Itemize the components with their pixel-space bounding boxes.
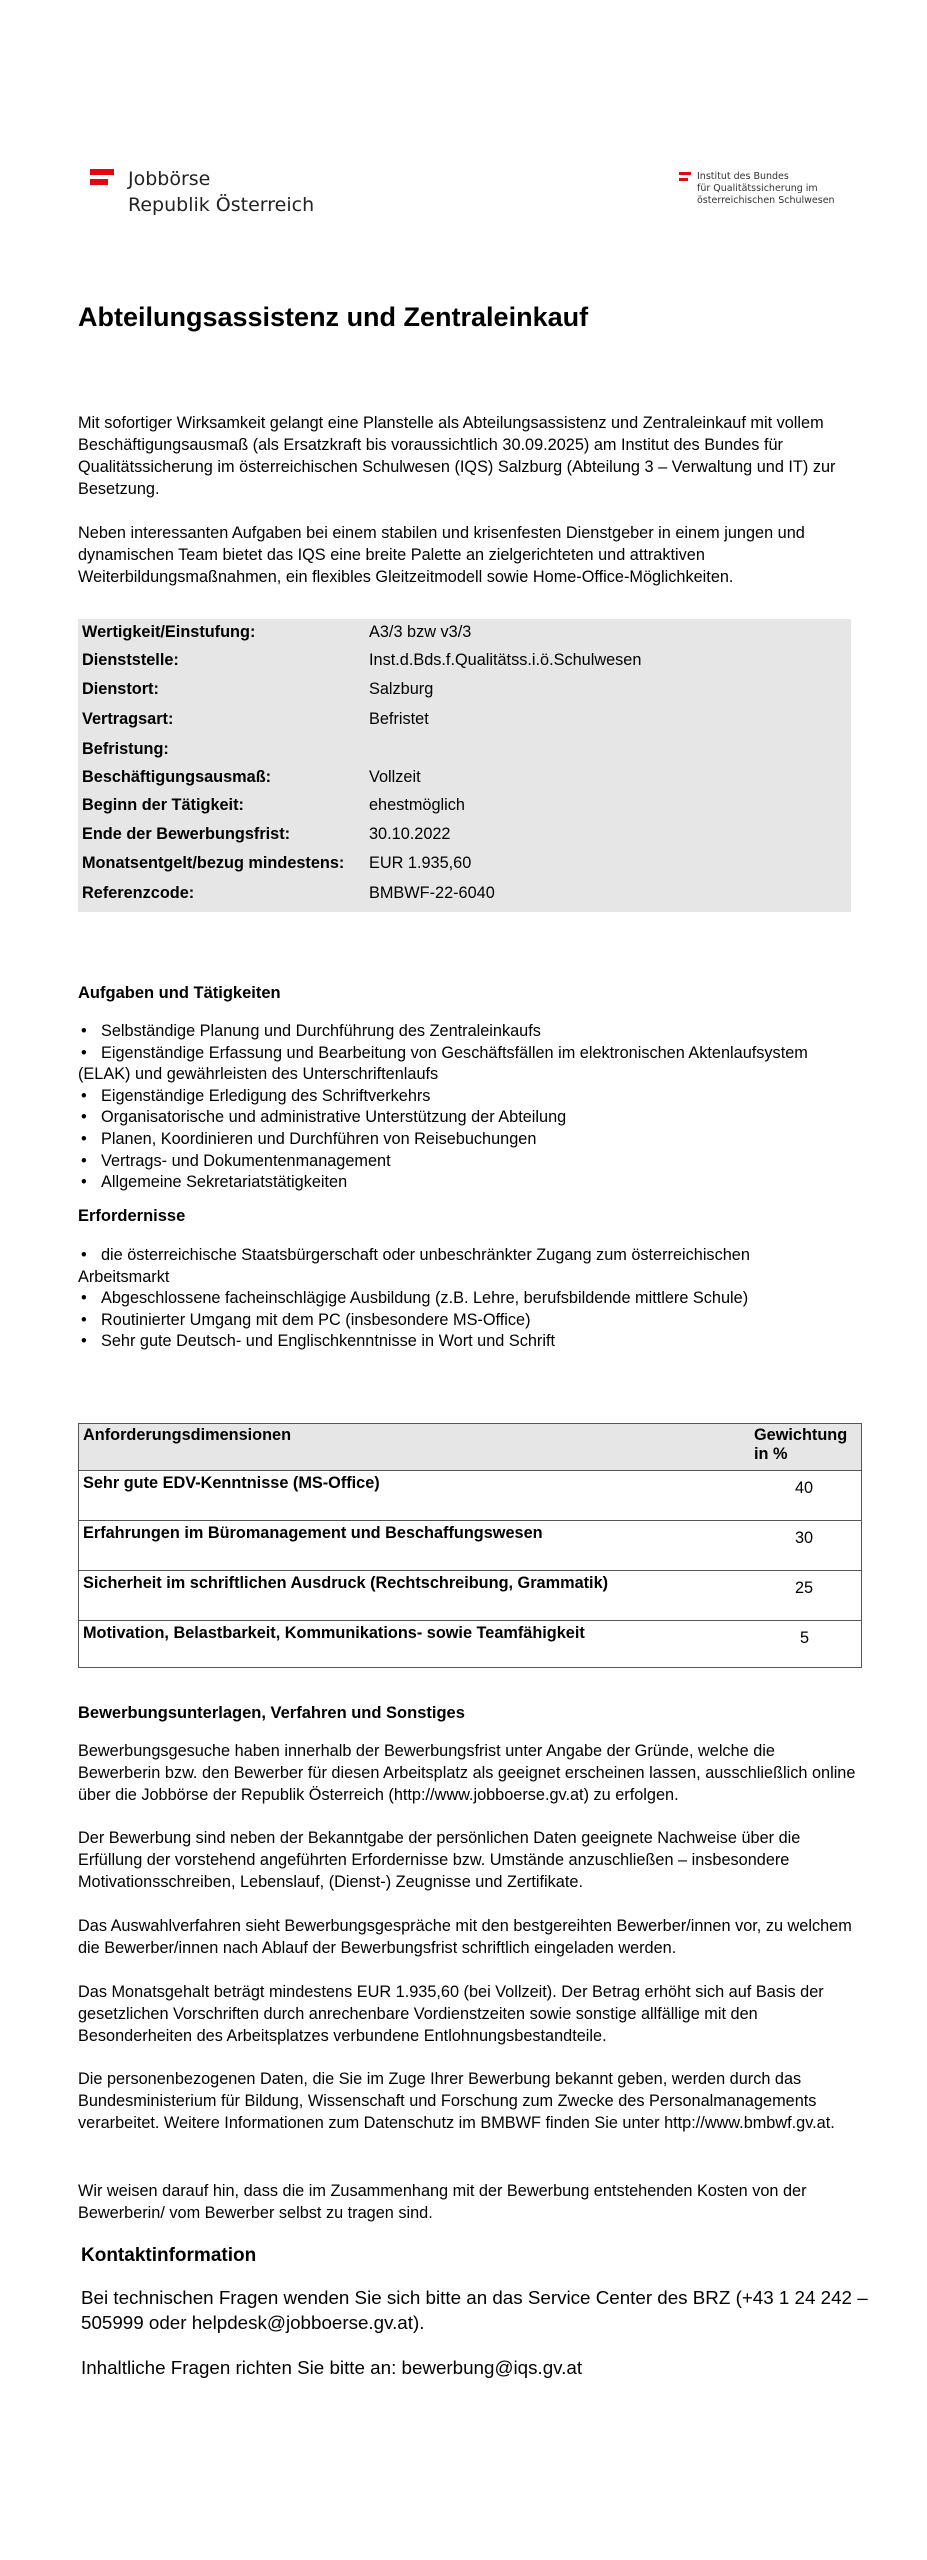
logo-right-line1: Institut des Bundes: [697, 171, 789, 182]
application-heading: Bewerbungsunterlagen, Verfahren und Sonstiges: [78, 1704, 465, 1722]
info-label: Beschäftigungsausmaß:: [82, 768, 272, 786]
info-label: Referenzcode:: [82, 884, 195, 902]
info-label: Beginn der Tätigkeit:: [82, 796, 244, 814]
list-item: • Organisatorische und administrative Unterstützung der Abteilung: [81, 1108, 567, 1127]
info-value: Inst.d.Bds.f.Qualitätss.i.ö.Schulwesen: [369, 651, 642, 669]
requirements-weighting-table: [78, 1423, 862, 1668]
info-row: [82, 852, 842, 874]
table-cell-dimension: Erfahrungen im Büromanagement und Beschaffungswesen: [83, 1524, 543, 1542]
intro-paragraph-2: Neben interessanten Aufgaben bei einem stabilen und krisenfesten Dienstgeber in einem jungen und dynamischen Team bietet das IQS eine breite Palette an zielgerichteten und attraktiven Weiterbildungsmaßnahmen, ein flexibles Gleitzeitmodell sowie Home-Office-Möglichkeiten.: [78, 524, 805, 586]
list-item: • Selbständige Planung und Durchführung des Zentraleinkaufs: [81, 1022, 541, 1040]
info-value: Vollzeit: [369, 768, 421, 786]
info-row: [82, 649, 842, 671]
info-row: [82, 678, 842, 700]
info-value: EUR 1.935,60: [369, 854, 472, 872]
info-label: Monatsentgelt/bezug mindestens:: [82, 854, 345, 872]
table-row: [79, 1471, 861, 1521]
info-value: Befristet: [369, 710, 429, 728]
info-row: [82, 738, 842, 760]
contact-paragraph-1: Bei technischen Fragen wenden Sie sich bitte an das Service Center des BRZ (+43 1 24 242 – 505999 oder helpdesk@jobboerse.gv.at).: [81, 2287, 868, 2333]
requirements-heading: Erfordernisse: [78, 1207, 186, 1225]
table-cell-dimension: Sicherheit im schriftlichen Ausdruck (Rechtschreibung, Grammatik): [83, 1574, 609, 1592]
list-item: • die österreichische Staatsbürgerschaft oder unbeschränkter Zugang zum österreichischen: [81, 1246, 750, 1264]
column-header-dimension: Anforderungsdimensionen: [83, 1426, 292, 1444]
info-value: 30.10.2022: [369, 825, 451, 843]
contact-paragraph-2: Inhaltliche Fragen richten Sie bitte an: bewerbung@iqs.gv.at: [81, 2357, 583, 2378]
requirements-list: [78, 1245, 878, 1353]
info-label: Wertigkeit/Einstufung:: [82, 623, 256, 641]
list-item: • Routinierter Umgang mit dem PC (insbesondere MS-Office): [81, 1310, 531, 1329]
info-row: [82, 794, 842, 816]
logo-left-line1: Jobbörse: [128, 168, 211, 190]
application-paragraph-4: Das Monatsgehalt beträgt mindestens EUR 1.935,60 (bei Vollzeit). Der Betrag erhöht sich auf Basis der gesetzlichen Vorschriften durch anrechenbare Vordienstzeiten sowie sonstige allfällige mit den Besonderheiten des Arbeitsplatzes verbundene Entlohnungsbestandteile.: [78, 1983, 824, 2045]
job-info-box: [78, 619, 851, 912]
table-cell-weight: 25: [795, 1579, 814, 1597]
austria-flag-icon: [90, 169, 114, 175]
info-label: Befristung:: [82, 740, 169, 758]
intro-paragraph-1: Mit sofortiger Wirksamkeit gelangt eine Planstelle als Abteilungsassistenz und Zentraleinkauf mit vollem Beschäftigungsausmaß (als Ersatzkraft bis voraussichtlich 30.09.2025) am Institut des Bundes für Qualitätssicherung im österreichischen Schulwesen (IQS) Salzburg (Abteilung 3 – Verwaltung und IT) zur Besetzung.: [78, 414, 836, 498]
table-row: [79, 1521, 861, 1571]
table-cell-weight: 30: [795, 1529, 814, 1547]
application-paragraph-6: Wir weisen darauf hin, dass die im Zusammenhang mit der Bewerbung entstehenden Kosten von der Bewerberin/ vom Bewerber selbst zu tragen sind.: [78, 2182, 807, 2222]
info-value: Salzburg: [369, 680, 434, 698]
application-paragraph-2: Der Bewerbung sind neben der Bekanntgabe der persönlichen Daten geeignete Nachweise über die Erfüllung der vorstehend angeführten Erfordernisse bzw. Umstände anzuschließen – insbesondere Motivationsschreiben, Lebenslauf, (Dienst-) Zeugnisse und Zertifikate.: [78, 1829, 801, 1891]
table-cell-dimension: Motivation, Belastbarkeit, Kommunikations- sowie Teamfähigkeit: [83, 1624, 585, 1642]
info-value: ehestmöglich: [369, 796, 465, 814]
logo-left-line2: Republik Österreich: [128, 194, 315, 216]
info-row: [82, 708, 842, 730]
list-item: • Eigenständige Erledigung des Schriftverkehrs: [81, 1086, 431, 1105]
table-cell-weight: 40: [795, 1479, 814, 1497]
tasks-heading: Aufgaben und Tätigkeiten: [78, 984, 281, 1002]
list-item: • Allgemeine Sekretariatstätigkeiten: [81, 1173, 348, 1192]
table-row: [79, 1571, 861, 1621]
logo-right-line2: für Qualitätssicherung im: [697, 183, 818, 194]
info-label: Dienstort:: [82, 680, 159, 698]
info-value: BMBWF-22-6040: [369, 884, 495, 902]
page-title: Abteilungsassistenz und Zentraleinkauf: [78, 302, 589, 332]
list-item-continuation: (ELAK) und gewährleisten des Unterschriftenlaufs: [78, 1065, 439, 1084]
list-item: • Eigenständige Erfassung und Bearbeitung von Geschäftsfällen im elektronischen Aktenlaufsystem: [81, 1043, 808, 1062]
table-cell-weight: 5: [800, 1629, 810, 1647]
list-item-continuation: Arbeitsmarkt: [78, 1267, 170, 1286]
info-label: Dienststelle:: [82, 651, 179, 669]
info-label: Ende der Bewerbungsfrist:: [82, 825, 291, 843]
contact-heading: Kontaktinformation: [81, 2245, 257, 2266]
info-value: A3/3 bzw v3/3: [369, 623, 472, 641]
list-item: • Abgeschlossene facheinschlägige Ausbildung (z.B. Lehre, berufsbildende mittlere Schule): [81, 1289, 749, 1308]
table-row: [79, 1621, 861, 1670]
application-paragraph-1: Bewerbungsgesuche haben innerhalb der Bewerbungsfrist unter Angabe der Gründe, welche die Bewerberin bzw. den Bewerber für diesen Arbeitsplatz als geeignet erscheinen lassen, ausschließlich online über die Jobbörse der Republik Österreich (http://www.jobboerse.gv.at) zu erfolgen.: [78, 1742, 856, 1804]
column-header-weight: Gewichtung in %: [754, 1426, 848, 1463]
iqs-flag-icon: [679, 172, 691, 175]
info-row: [82, 766, 842, 788]
tasks-list: [78, 1021, 878, 1194]
info-row: [82, 621, 842, 643]
table-header: [79, 1424, 861, 1471]
info-row: [82, 882, 842, 904]
iqs-flag-icon-lower: [679, 178, 688, 181]
logo-right-line3: österreichischen Schulwesen: [697, 195, 835, 206]
austria-flag-icon-lower: [90, 179, 108, 185]
application-paragraph-5: Die personenbezogenen Daten, die Sie im Zuge Ihrer Bewerbung bekannt geben, werden durch das Bundesministerium für Bildung, Wissenschaft und Forschung zum Zwecke des Personalmanagements verarbeitet. Weitere Informationen zum Datenschutz im BMBWF finden Sie unter http://www.bmbwf.gv.at.: [78, 2070, 835, 2132]
info-row: [82, 823, 842, 845]
table-cell-dimension: Sehr gute EDV-Kenntnisse (MS-Office): [83, 1474, 380, 1492]
list-item: • Sehr gute Deutsch- und Englischkenntnisse in Wort und Schrift: [81, 1332, 556, 1351]
list-item: • Vertrags- und Dokumentenmanagement: [81, 1151, 391, 1170]
info-label: Vertragsart:: [82, 710, 174, 728]
list-item: • Planen, Koordinieren und Durchführen von Reisebuchungen: [81, 1129, 537, 1148]
application-paragraph-3: Das Auswahlverfahren sieht Bewerbungsgespräche mit den bestgereihten Bewerber/innen vor, zu welchem die Bewerber/innen nach Ablauf der Bewerbungsfrist schriftlich eingeladen werden.: [78, 1917, 852, 1957]
